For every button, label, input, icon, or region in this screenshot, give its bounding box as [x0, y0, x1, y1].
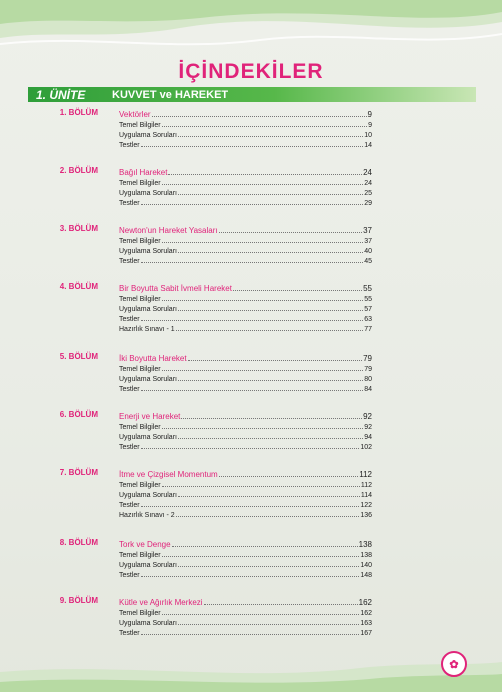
toc-entry-label: Temel Bilgiler [119, 366, 161, 373]
toc-entry[interactable] [119, 607, 372, 617]
page-number: 79 [364, 366, 372, 373]
section-number: 8. BÖLÜM [59, 538, 98, 547]
dot-leader [178, 496, 360, 497]
dot-leader [178, 310, 363, 311]
toc-entry[interactable] [119, 559, 372, 569]
toc-entry-label: Temel Bilgiler [119, 296, 161, 303]
dot-leader [178, 380, 363, 381]
section-number: 9. BÖLÜM [59, 596, 98, 605]
dot-leader [141, 390, 364, 391]
dot-leader [178, 624, 359, 625]
page-number: 24 [363, 168, 372, 177]
dot-leader [141, 448, 360, 449]
section-number: 6. BÖLÜM [59, 410, 98, 419]
page-number: 148 [360, 572, 372, 579]
dot-leader [178, 252, 363, 253]
section-title-entry[interactable] [119, 166, 372, 177]
section-title-entry[interactable] [119, 410, 372, 421]
page-badge-icon: ✿ [441, 651, 467, 677]
dot-leader [181, 418, 362, 419]
dot-leader [141, 204, 364, 205]
section-title-entry[interactable] [119, 282, 372, 293]
dot-leader [162, 300, 364, 301]
page-number: 163 [360, 620, 372, 627]
section-number: 5. BÖLÜM [59, 352, 98, 361]
page-number: 92 [363, 412, 372, 421]
toc-entry-label: Hazırlık Sınavı - 1 [119, 326, 175, 333]
section-title-entry-label: Bağıl Hareket [119, 168, 168, 177]
section-title-entry[interactable] [119, 352, 372, 363]
page-number: 162 [358, 598, 372, 607]
dot-leader [152, 116, 367, 117]
dot-leader [141, 320, 364, 321]
page-number: 24 [364, 180, 372, 187]
toc-entry[interactable] [119, 499, 372, 509]
dot-leader [219, 476, 359, 477]
toc-entry-label: Temel Bilgiler [119, 610, 161, 617]
dot-leader [162, 614, 360, 615]
page-number: 79 [363, 354, 372, 363]
toc-entry[interactable] [119, 235, 372, 245]
section-title-entry-label: Tork ve Denge [119, 540, 171, 549]
page-number: 45 [364, 258, 372, 265]
toc-entry-label: Uygulama Soruları [119, 562, 177, 569]
page-number: 77 [364, 326, 372, 333]
toc-entry-label: Hazırlık Sınavı - 2 [119, 512, 175, 519]
page-number: 162 [360, 610, 372, 617]
dot-leader [168, 174, 362, 175]
toc-entry[interactable] [119, 255, 372, 265]
unit-header-bar [28, 87, 476, 102]
dot-leader [141, 576, 360, 577]
toc-entry-label: Testler [119, 630, 140, 637]
toc-entry[interactable] [119, 177, 372, 187]
toc-entry-label: Uygulama Soruları [119, 376, 177, 383]
toc-entry[interactable] [119, 383, 372, 393]
section-number: 7. BÖLÜM [59, 468, 98, 477]
toc-entry-label: Uygulama Soruları [119, 492, 177, 499]
page-number: 167 [360, 630, 372, 637]
dot-leader [162, 486, 360, 487]
section-title-entry-label: Enerji ve Hareket [119, 412, 181, 421]
page-number: 80 [364, 376, 372, 383]
section-title-entry-label: Newton'un Hareket Yasaları [119, 226, 218, 235]
toc-entry[interactable] [119, 509, 372, 519]
page-number: 92 [364, 424, 372, 431]
toc-entry-label: Uygulama Soruları [119, 620, 177, 627]
toc-entry-label: Uygulama Soruları [119, 132, 177, 139]
dot-leader [178, 194, 363, 195]
page-number: 84 [364, 386, 372, 393]
page-number: 138 [360, 552, 372, 559]
page-number: 37 [363, 226, 372, 235]
page-number: 102 [360, 444, 372, 451]
dot-leader [176, 516, 360, 517]
page-number: 25 [364, 190, 372, 197]
dot-leader [162, 370, 364, 371]
dot-leader [172, 546, 358, 547]
unit-title: KUVVET ve HAREKET [112, 88, 229, 101]
page-number: 114 [360, 492, 372, 499]
page-number: 112 [360, 482, 372, 489]
toc-entry[interactable] [119, 441, 372, 451]
toc-entry-label: Testler [119, 386, 140, 393]
page-number: 9 [368, 122, 372, 129]
toc-entry[interactable] [119, 197, 372, 207]
dot-leader [176, 330, 364, 331]
toc-entry[interactable] [119, 431, 372, 441]
section-title-entry-label: Bir Boyutta Sabit İvmeli Hareket [119, 284, 232, 293]
toc-entry-label: Temel Bilgiler [119, 482, 161, 489]
dot-leader [162, 126, 367, 127]
dot-leader [204, 604, 358, 605]
toc-entry-label: Testler [119, 316, 140, 323]
section-title-entry-label: İki Boyutta Hareket [119, 354, 187, 363]
page-number: 37 [364, 238, 372, 245]
toc-entry-label: Testler [119, 444, 140, 451]
toc-entry-label: Temel Bilgiler [119, 424, 161, 431]
dot-leader [162, 242, 364, 243]
toc-entry[interactable] [119, 293, 372, 303]
toc-entry-label: Testler [119, 200, 140, 207]
page-number: 9 [367, 110, 372, 119]
dot-leader [188, 360, 363, 361]
section-title-entry-label: İtme ve Çizgisel Momentum [119, 470, 218, 479]
toc-entry[interactable] [119, 119, 372, 129]
page-number: 122 [360, 502, 372, 509]
toc-entry[interactable] [119, 323, 372, 333]
toc-entry-label: Temel Bilgiler [119, 552, 161, 559]
toc-entry-label: Testler [119, 142, 140, 149]
toc-entry[interactable] [119, 617, 372, 627]
toc-entry[interactable] [119, 245, 372, 255]
toc-entry[interactable] [119, 489, 372, 499]
toc-entry[interactable] [119, 373, 372, 383]
section-title-entry-label: Vektörler [119, 110, 151, 119]
toc-entry[interactable] [119, 549, 372, 559]
toc-entry[interactable] [119, 129, 372, 139]
top-wave-decoration [0, 0, 502, 60]
section-number: 3. BÖLÜM [59, 224, 98, 233]
page-number: 14 [364, 142, 372, 149]
section-title-entry[interactable] [119, 224, 372, 235]
unit-label: 1. ÜNİTE [36, 87, 86, 102]
page-number: 138 [358, 540, 372, 549]
page-number: 40 [364, 248, 372, 255]
page-number: 29 [364, 200, 372, 207]
dot-leader [141, 146, 364, 147]
page-number: 57 [364, 306, 372, 313]
toc-entry[interactable] [119, 187, 372, 197]
page-title: İÇİNDEKİLER [178, 60, 324, 83]
toc-entry-label: Uygulama Soruları [119, 434, 177, 441]
dot-leader [141, 262, 364, 263]
dot-leader [178, 566, 359, 567]
toc-entry-label: Temel Bilgiler [119, 238, 161, 245]
section-title-entry[interactable] [119, 538, 372, 549]
dot-leader [162, 556, 360, 557]
section-number: 1. BÖLÜM [59, 108, 98, 117]
toc-entry-label: Temel Bilgiler [119, 122, 161, 129]
toc-entry-label: Testler [119, 502, 140, 509]
toc-entry[interactable] [119, 363, 372, 373]
toc-entry[interactable] [119, 479, 372, 489]
dot-leader [162, 428, 364, 429]
page-number: 55 [364, 296, 372, 303]
page-number: 136 [360, 512, 372, 519]
page-number: 140 [360, 562, 372, 569]
page-number: 55 [363, 284, 372, 293]
dot-leader [178, 438, 363, 439]
section-number: 4. BÖLÜM [59, 282, 98, 291]
dot-leader [219, 232, 362, 233]
section-title-entry-label: Kütle ve Ağırlık Merkezi [119, 598, 203, 607]
toc-entry-label: Uygulama Soruları [119, 248, 177, 255]
dot-leader [141, 506, 360, 507]
toc-entry[interactable] [119, 139, 372, 149]
page-number: 63 [364, 316, 372, 323]
dot-leader [162, 184, 364, 185]
toc-entry-label: Temel Bilgiler [119, 180, 161, 187]
dot-leader [233, 290, 362, 291]
toc-entry[interactable] [119, 303, 372, 313]
toc-entry-label: Uygulama Soruları [119, 190, 177, 197]
section-title-entry[interactable] [119, 108, 372, 119]
dot-leader [178, 136, 363, 137]
page-number: 94 [364, 434, 372, 441]
toc-entry-label: Uygulama Soruları [119, 306, 177, 313]
toc-entry[interactable] [119, 313, 372, 323]
toc-entry-label: Testler [119, 572, 140, 579]
page-number: 112 [359, 470, 372, 479]
toc-entry[interactable] [119, 569, 372, 579]
section-title-entry[interactable] [119, 596, 372, 607]
bottom-wave-decoration [0, 632, 502, 692]
toc-entry-label: Testler [119, 258, 140, 265]
section-title-entry[interactable] [119, 468, 372, 479]
toc-entry[interactable] [119, 421, 372, 431]
page-number: 10 [364, 132, 372, 139]
section-number: 2. BÖLÜM [59, 166, 98, 175]
